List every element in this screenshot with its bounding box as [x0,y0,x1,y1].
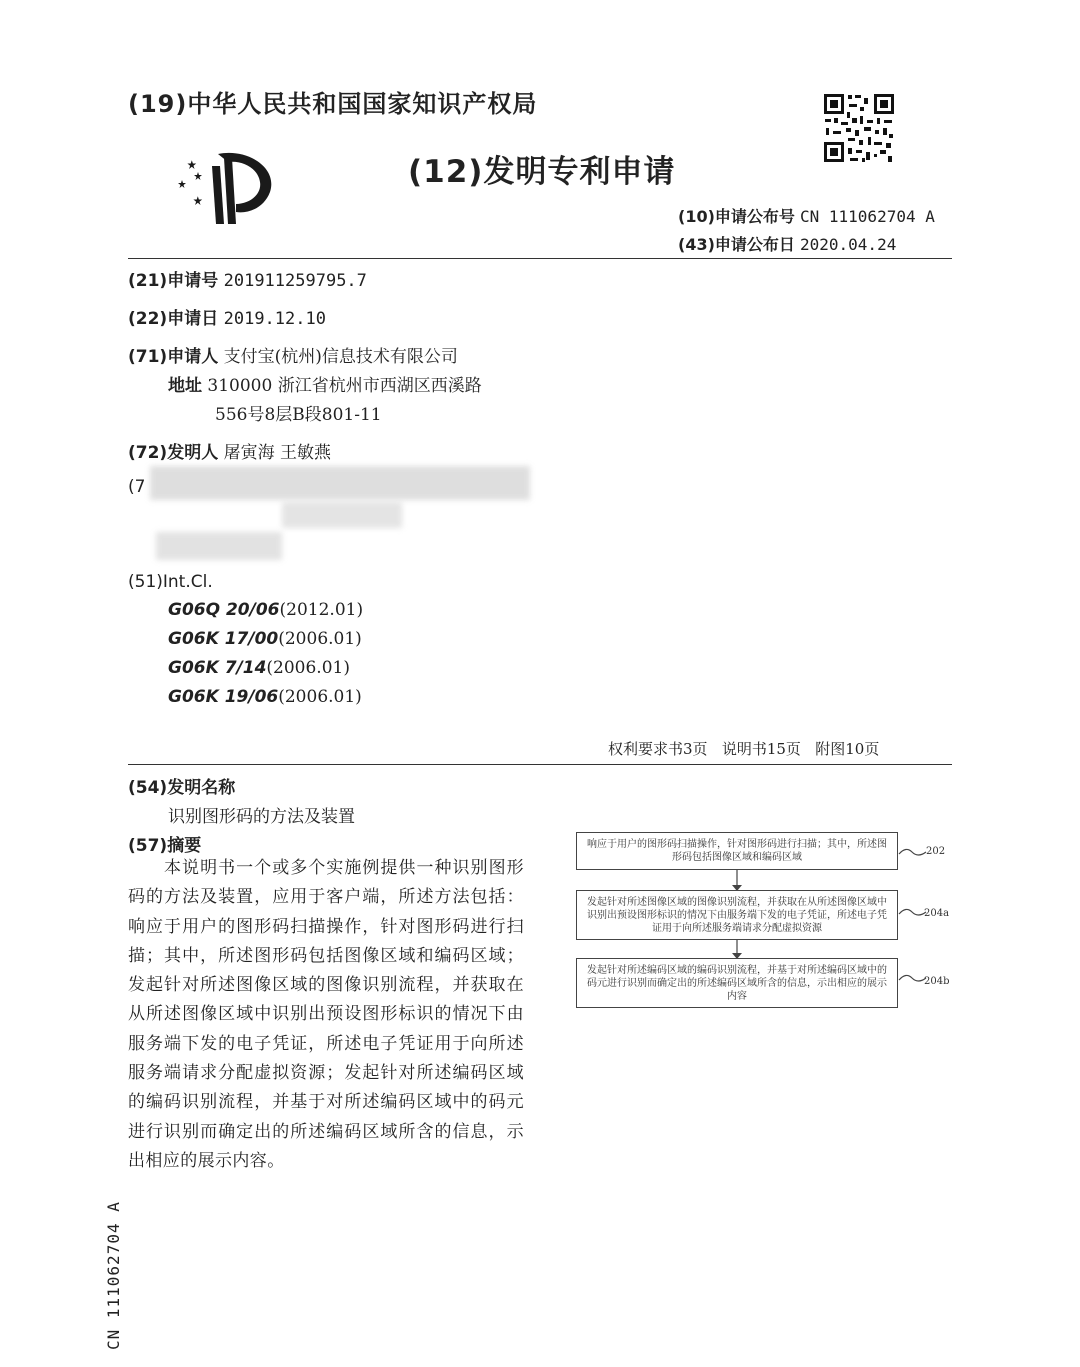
ipc-code: G06K 7/14 [168,658,267,678]
application-number [128,266,367,291]
document-type: (12)发明专利申请 [408,154,676,190]
application-date-value: 2019.12.10 [223,309,326,329]
inventors-label: (72)发明人 [128,443,219,463]
flow-step-id: 202 [926,846,946,857]
publication-number-value: CN 111062704 A [800,207,935,226]
ipc-label: (51)Int.Cl. [128,572,213,592]
page-counts: 权利要求书3页 说明书15页 附图10页 [608,740,880,758]
application-date [128,304,326,329]
publication-date-value: 2020.04.24 [800,235,897,254]
address [168,371,482,396]
flow-step-204b: 发起针对所述编码区域的编码识别流程，并基于对所述编码区域中的码元进行识别而确定出的所述编码区域所含的信息，示出相应的展示内容 [576,958,898,1008]
applicant [128,342,458,367]
spine-publication-number: CN 111062704 A [104,1201,123,1350]
ipc-entry [168,687,362,707]
address-line-2: 556号8层B段801-11 [215,405,382,425]
abstract-divider [128,764,952,765]
redacted-block [282,502,402,528]
ipc-version: (2006.01) [278,629,362,649]
application-number-value: 201911259795.7 [223,271,367,291]
ipc-code: G06K 19/06 [168,687,279,707]
ipc-entry [168,629,362,649]
title-label: (54)发明名称 [128,778,236,798]
flow-step-202: 响应于用户的图形码扫描操作，针对图形码进行扫描；其中，所述图形码包括图像区域和编码区域 [576,832,898,870]
flow-step-id: 204a [924,908,950,919]
redacted-block [156,532,282,560]
abstract-text: 本说明书一个或多个实施例提供一种识别图形码的方法及装置，应用于客户端，所述方法包括：响应于用户的图形码扫描操作，针对图形码进行扫描；其中，所述图形码包括图像区域和编码区域；发起针对所述图像区域的图像识别流程，并获取在从所述图像区域中识别出预设图形标识的情况下由服务端下发的电子凭证，所述电子凭证用于向所述服务端请求分配虚拟资源；发起针对所述编码区域的编码识别流程，并基于对所述编码区域中的码元进行识别而确定出的所述编码区域所含的信息，示出相应的展示内容。 [128,858,524,1171]
flow-step-id: 204b [924,976,950,987]
agent-label-fragment: (7 [128,477,146,497]
redacted-block [150,466,530,500]
application-number-label: (21)申请号 [128,271,219,291]
application-date-label: (22)申请日 [128,309,219,329]
office-name: (19)中华人民共和国国家知识产权局 [128,90,538,118]
inventors-value: 屠寅海 王敏燕 [223,443,332,463]
ipc-code: G06Q 20/06 [168,600,280,620]
flowchart-connectors [560,830,940,1015]
ipc-version: (2006.01) [266,658,350,678]
applicant-value: 支付宝(杭州)信息技术有限公司 [223,347,458,367]
cnipa-logo [178,148,280,228]
address-label: 地址 [168,376,202,396]
inventors [128,438,331,463]
publication-date-label: (43)申请公布日 [678,235,795,254]
ipc-entry [168,600,363,620]
abstract-label: (57)摘要 [128,836,202,856]
publication-date [678,232,896,255]
qr-code [822,92,896,164]
ipc-version: (2006.01) [278,687,362,707]
invention-title: 识别图形码的方法及装置 [168,807,355,827]
flow-step-204a: 发起针对所述图像区域的图像识别流程，并获取在从所述图像区域中识别出预设图形标识的情况下由服务端下发的电子凭证，所述电子凭证用于向所述服务端请求分配虚拟资源 [576,890,898,940]
publication-number [678,204,935,227]
applicant-label: (71)申请人 [128,347,219,367]
header-divider [128,258,952,259]
publication-number-label: (10)申请公布号 [678,207,795,226]
ipc-code: G06K 17/00 [168,629,279,649]
ipc-entry [168,658,350,678]
ipc-version: (2012.01) [279,600,364,620]
address-line-1: 310000 浙江省杭州市西湖区西溪路 [207,376,482,396]
